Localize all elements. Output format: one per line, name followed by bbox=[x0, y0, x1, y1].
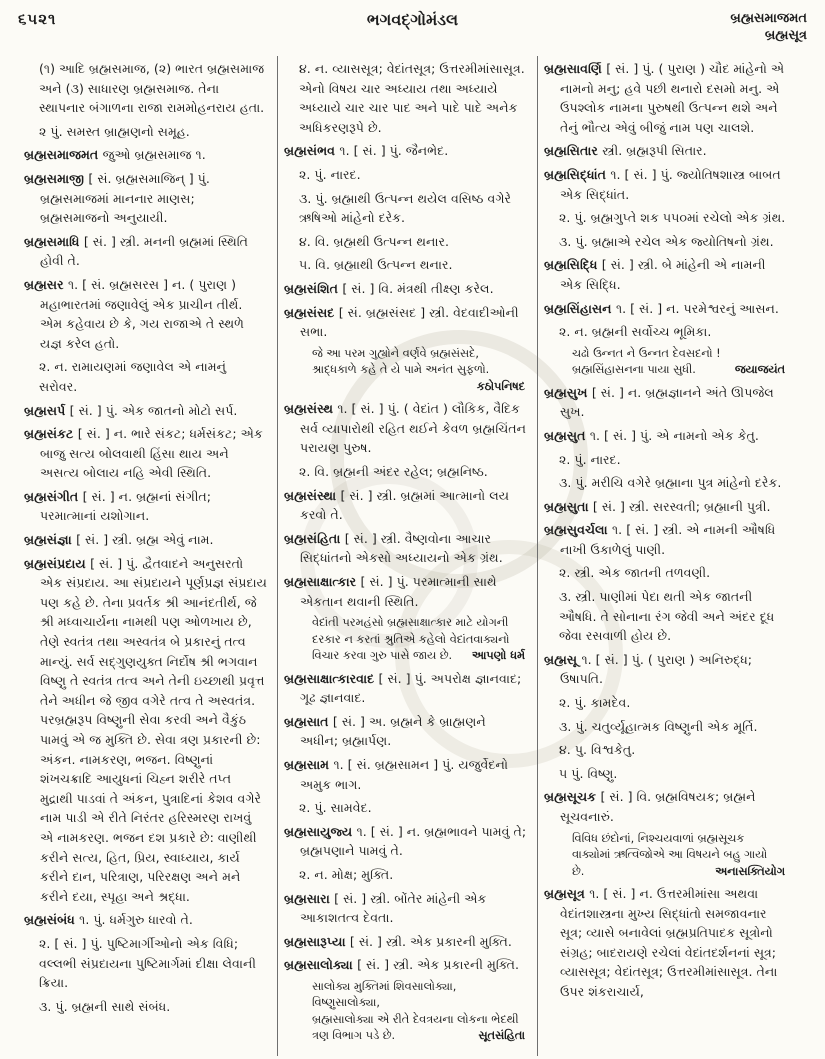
entry-headword: બ્રહ્મસિંહાસન bbox=[544, 300, 616, 316]
dictionary-entry bbox=[24, 530, 267, 550]
dictionary-entry bbox=[544, 59, 787, 137]
sense-item: ૨. પું. સામવેદ. bbox=[299, 800, 372, 816]
entry-body: ૧. [ સં. ] પું. જ્યોતિષશાસ્ત્ર બાબત એક સિદ્ધાંત. bbox=[560, 166, 781, 202]
sense-item: ૩. પું. ચતુર્વ્યૂહાત્મક વિષ્ણુની એક મૂર્તિ. bbox=[559, 718, 758, 734]
dictionary-entry bbox=[544, 255, 787, 294]
sense-item: ૪. પુ. વિશ્વકેતુ. bbox=[559, 742, 636, 758]
entry-headword: બ્રહ્મસાવર્ણિ bbox=[544, 61, 607, 76]
entry-body: [ સં. ] પું. દ્વૈતવાદને અનુસરતો એક સંપ્રદાય. આ સંપ્રદાયને પૂર્ણપ્રજ્ઞ સંપ્રદાય પણ કહે છે. તેના પ્રવર્તક શ્રી આનંદતીર્થ, જે શ્રી મધ્વાચાર્યના નામથી પણ ઓળખાય છે, તેણે સ્વતંત્ર તથા અસ્વતંત્ર બે પ્રકારનું તત્વ માન્યું. સર્વ સદ્ગુણયુક્ત નિર્દોષ શ્રી ભગવાન વિષ્ણુ તે સ્વતંત્ર તત્વ અને તેની ઇચ્છાથી પ્રવૃત્ત તેને અધીન જે જીવ વગેરે તત્વ તે અસ્વતંત્ર. પરબ્રહ્મરૂપ વિષ્ણુની સેવા કરવી અને વૈકુંઠ પામવું એ જ મુક્તિ છે. સેવા ત્રણ પ્રકારની છે: અંકન. નામકરણ, ભજન. વિષ્ણુનાં શંખચક્રાદિ આયુધનાં ચિહ્ન શરીરે તપ્ત મુદ્રાથી પાડવાં તે અંકન, પુત્રાદિનાં કેશવ વગેરે નામ પાડી એ રીતે નિરંતર હરિસ્મરણ રાખવું એ નામકરણ. ભજન દશ પ્રકારે છે: વાણીથી કરીને સત્ય, હિત, પ્રિય, સ્વાધ્યાય, કાર્ય કરીને દાન, પરિત્રાણ, પરિરક્ષણ અને મને કરીને દયા, સ્પૃહા અને શ્રદ્ધા. bbox=[40, 555, 267, 904]
dictionary-entry bbox=[284, 141, 527, 161]
entry-headword: બ્રહ્મસાક્ષાત્કાર bbox=[284, 573, 361, 589]
entry-headword: બ્રહ્મસંસ્થ bbox=[284, 401, 338, 417]
entry-body: [ સં. ] પું. પરમાત્માની સાથે એકતાન થવાની સ્થિતિ. bbox=[300, 573, 497, 609]
quote-line: વાક્યોમાં ઋત્વિજોએ આ વિષયને બહુ ગાયો bbox=[572, 848, 768, 862]
sense-item: ૩. પું. બ્રહ્મની સાથે સંબંધ. bbox=[39, 998, 171, 1014]
sense-item: ૨. [ સં. ] પું. પુષ્ટિમાર્ગીઓનો એક વિધિ; વલ્લભી સંપ્રદાયના પુષ્ટિમાર્ગમાં દીક્ષા લેવાની ક્રિયા. bbox=[39, 935, 256, 991]
entry-body: ૧. [ સં. ] પું. ( વેદાંત ) લૌકિક, વૈદિક સર્વ વ્યાપારોથી રહિત થઈને કેવળ બ્રહ્મચિંતન પરાયણ પુરુષ. bbox=[300, 401, 527, 456]
dictionary-entry bbox=[24, 554, 267, 907]
entry-body: [ સં. ] ન. બ્રહ્મનાં સંગીત; પરમાત્માનાં યશોગાન. bbox=[40, 488, 212, 524]
sense-item: ૩. પું. બ્રહ્માએ રચેલ એક જ્યોતિષનો ગ્રંથ. bbox=[559, 233, 774, 249]
sense-item: ૨ પું. સમસ્ત બ્રાહ્મણનો સમૂહ. bbox=[39, 123, 190, 139]
entry-body: ૧. [ સં. ] સ્ત્રી. એ નામની ઔષધિ નાખી ઉકાળેલું પાણી. bbox=[560, 522, 776, 557]
entry-body: [ સં. ] સ્ત્રી. વૈષ્ણવોના આચાર સિદ્ધાંતનો એકસો અધ્યાયનો એક ગ્રંથ. bbox=[300, 530, 503, 566]
sense-item: ૨. ન. મોક્ષ; મુક્તિ. bbox=[299, 867, 394, 882]
sense-item: ૪. વિ. બ્રહ્મથી ઉત્પન્ન થનાર. bbox=[299, 233, 449, 249]
entry-body: ૧. [ સં. બ્રહ્મસામન ] પું. યજુર્વેદનો અમુક ભાગ. bbox=[300, 757, 508, 792]
entry-headword: બ્રહ્મસૂ bbox=[544, 651, 582, 667]
entry-body: ૧. [ સં. ] પું. જૈનભેદ. bbox=[339, 143, 449, 159]
quote-attribution: જયાજયંત bbox=[734, 363, 785, 377]
entry-headword: બ્રહ્મસિદ્ધિ bbox=[544, 257, 602, 273]
entry-body: [ સં. ] સ્ત્રી. સરસ્વતી; બ્રહ્માની પુત્રી. bbox=[592, 498, 771, 514]
entry-body: ૧. [ સં. ] ન. પરમેશ્વરનું આસન. bbox=[615, 300, 779, 316]
quote-attribution: સૂતસંહિતા bbox=[478, 1029, 525, 1043]
sense-item: ૨. પું. કામદેવ. bbox=[559, 695, 631, 711]
quote-attribution: કઠોપનિષદ bbox=[476, 379, 525, 393]
entry-headword: બ્રહ્મસંભવ bbox=[284, 143, 340, 159]
entry-body: [ સં. ] સ્ત્રી. મનની બ્રહ્મમાં સ્થિતિ હોવી તે. bbox=[40, 233, 248, 269]
dictionary-entry bbox=[284, 669, 527, 708]
entry-body: [ સં. ] ન. ભારે સંકટ; ધર્મસંકટ; એક બાજુ સત્ય બોલવાથી હિંસા થાય અને અસત્ય બોલાય નહિ એવી સ્થિતિ. bbox=[40, 426, 263, 481]
column-2 bbox=[277, 56, 537, 1056]
citation-quote bbox=[572, 831, 785, 881]
dictionary-entry bbox=[284, 572, 527, 611]
entry-headword: બ્રહ્મસર bbox=[24, 276, 68, 292]
dictionary-entry bbox=[284, 303, 527, 342]
columns bbox=[18, 56, 807, 1056]
entry-headword: બ્રહ્મસંપ્રદાય bbox=[24, 555, 91, 571]
entry-body: [ સં. ] વિ. બ્રહ્મવિષયક; બ્રહ્મને સૂચવનારું. bbox=[560, 789, 756, 824]
quote-line: છે. અનાસક્તિયોગ bbox=[572, 864, 785, 881]
dictionary-entry bbox=[284, 529, 527, 568]
dictionary-entry bbox=[544, 787, 787, 826]
entry-body: [ સં. બ્રહ્મસમાજિન્ ] પું. બ્રહ્મસમાજમાં માનનાર માણસ; બ્રહ્મસમાજનો અનુયાયી. bbox=[40, 170, 210, 226]
entry-headword: બ્રહ્મસાક્ષાત્કારવાદ bbox=[284, 670, 379, 686]
entry-headword: બ્રહ્મસૂચક bbox=[544, 789, 601, 805]
entry-headword: બ્રહ્મસંશિત bbox=[284, 280, 343, 296]
sense-item: ૩. સ્ત્રી. પાણીમાં પેદા થતી એક જાતની ઔષધિ. તે સોનાના રંગ જેવી અને અંદર દૂધ જેવા રસવાળી હોય છે. bbox=[559, 589, 775, 644]
sense-item: ૨. ન. બ્રહ્મની સર્વોચ્ચ ભૂમિકા. bbox=[559, 324, 712, 340]
entry-headword: બ્રહ્મસારૂપ્યા bbox=[284, 933, 350, 949]
entry-headword: બ્રહ્મસંહિતા bbox=[284, 530, 345, 546]
quote-line: સાલોક્ય મુક્તિમાં શિવસાલોક્યા, વિષ્ણુસાલોક્યા, bbox=[312, 979, 457, 1010]
dictionary-entry bbox=[544, 165, 787, 204]
entry-headword: બ્રહ્મસંસદ bbox=[284, 304, 339, 320]
dictionary-entry bbox=[284, 712, 527, 751]
dictionary-entry bbox=[544, 497, 787, 517]
entry-headword: બ્રહ્મસાલોક્યા bbox=[284, 957, 358, 973]
entry-headword: બ્રહ્મસુત bbox=[544, 427, 590, 443]
dictionary-entry bbox=[24, 401, 267, 421]
page-header bbox=[18, 10, 807, 56]
entry-body: ૧. પું. ધર્મગુરુ ધારવો તે. bbox=[79, 912, 193, 928]
entry-headword: બ્રહ્મસમાધિ bbox=[24, 233, 84, 249]
citation-quote bbox=[312, 615, 525, 665]
dictionary-entry bbox=[544, 383, 787, 422]
entry-body: [ સં. ] સ્ત્રી. બ્રહ્મ એવું નામ. bbox=[76, 532, 214, 548]
guide-word-top: બ્રહ્મસમાજમત bbox=[730, 11, 807, 26]
dictionary-entry bbox=[544, 299, 787, 319]
dictionary-entry bbox=[544, 650, 787, 689]
dictionary-entry bbox=[544, 884, 787, 1002]
entry-headword: બ્રહ્મસાત bbox=[284, 713, 333, 729]
entry-body: [ સં. બ્રહ્મસંસદ ] સ્ત્રી. વેદવાદીઓની સભા. bbox=[300, 304, 519, 340]
entry-body: [ સં. ] પું. અપરોક્ષ જ્ઞાનવાદ; ગૂઢ જ્ઞાનવાદ. bbox=[300, 670, 522, 706]
quote-line: દરકાર ન કરતાં શ્રુતિએ કહેલો વેદાંતવાક્યનો bbox=[312, 632, 510, 646]
sense-item: ૨. ન. રામાયણમાં જણાવેલ એ નામનું સરોવર. bbox=[39, 359, 227, 394]
entry-headword: બ્રહ્મસુતા bbox=[544, 498, 593, 514]
citation-quote bbox=[312, 979, 525, 1045]
entry-headword: બ્રહ્મસુખ bbox=[544, 384, 592, 400]
dictionary-entry bbox=[544, 520, 787, 559]
sense-item: ૫. વિ. બ્રહ્માથી ઉત્પન્ન થનાર. bbox=[299, 257, 453, 273]
dictionary-entry bbox=[284, 822, 527, 861]
dictionary-entry bbox=[24, 910, 267, 930]
dictionary-entry bbox=[544, 426, 787, 446]
citation-quote bbox=[572, 346, 785, 379]
guide-word-bottom: બ્રહ્મસૂત્ર bbox=[764, 28, 807, 43]
dictionary-entry bbox=[24, 487, 267, 526]
entry-body: ૧. [ સં. ] પું. એ નામનો એક કેતુ. bbox=[589, 427, 759, 443]
dictionary-entry bbox=[284, 889, 527, 928]
citation-quote bbox=[312, 346, 525, 396]
sense-item: ૨. પું. બ્રહ્મગુપ્તે શક ૫૫૦માં રચેલો એક ગ્રંથ. bbox=[559, 210, 786, 226]
quote-line: બ્રહ્મસિંહાસનના પાયા સુધી. જયાજયંત bbox=[572, 362, 785, 379]
entry-headword: બ્રહ્મસુવર્ચલા bbox=[544, 522, 613, 538]
dictionary-entry bbox=[24, 145, 267, 165]
dictionary-entry bbox=[284, 399, 527, 458]
dictionary-entry bbox=[24, 169, 267, 228]
sense-item: ૩. પું. બ્રહ્માથી ઉત્પન્ન થયેલ વસિષ્ઠ વગેરે ઋષિઓ માંહેનો દરેક. bbox=[299, 190, 512, 226]
entry-headword: બ્રહ્મસિદ્ધાંત bbox=[544, 166, 611, 182]
book-title: ભગવદ્ગોમંડલ bbox=[366, 10, 459, 29]
sense-item: ૨. સ્ત્રી. એક જાતની તળવણી. bbox=[559, 565, 711, 581]
entry-headword: બ્રહ્મસમાજી bbox=[24, 170, 89, 186]
entry-body: [ સં. ] વિ. મંત્રથી તીક્ષ્ણ કરેલ. bbox=[342, 280, 494, 296]
dictionary-entry bbox=[24, 275, 267, 353]
sense-item: ૨. વિ. બ્રહ્મની અંદર રહેલ; બ્રહ્મનિષ્ઠ. bbox=[299, 464, 488, 479]
entry-body: [ સં. ] ન. બ્રહ્મજ્ઞાનને અંતે ઊપજેલ સુખ. bbox=[560, 384, 774, 420]
quote-line: ચઢો ઉન્નત ને ઉન્નત દેવસદનો ! bbox=[572, 346, 721, 360]
entry-headword: બ્રહ્મસંજ્ઞા bbox=[24, 532, 77, 548]
quote-attribution: આપણો ધર્મ bbox=[471, 649, 525, 663]
entry-headword: બ્રહ્મસામ bbox=[284, 757, 334, 773]
quote-line: બ્રહ્મસાલોક્યા એ રીતે દેવત્રયના લોકના ભેદથી bbox=[312, 1012, 519, 1026]
entry-headword: બ્રહ્મસંસ્થા bbox=[284, 487, 341, 503]
entry-headword: બ્રહ્મસંબંધ bbox=[24, 912, 80, 928]
dictionary-entry bbox=[284, 486, 527, 525]
quote-line: વિચાર કરવા ગુરુ પાસે જાય છે. આપણો ધર્મ bbox=[312, 648, 525, 665]
entry-body: [ સં. ] અ. બ્રહ્મને કે બ્રાહ્મણને અધીન; બ્રહ્માર્પણ. bbox=[300, 713, 486, 749]
dictionary-entry bbox=[24, 424, 267, 483]
entry-headword: બ્રહ્મસમાજમત bbox=[24, 147, 103, 163]
entry-headword: બ્રહ્મસિતાર bbox=[544, 143, 603, 159]
dictionary-entry bbox=[284, 279, 527, 299]
entry-body: [ સં. ] સ્ત્રી. એક પ્રકારની મુક્તિ. bbox=[349, 933, 512, 949]
entry-body: સ્ત્રી. બ્રહ્મરૂપી સિતાર. bbox=[602, 143, 707, 159]
dictionary-entry bbox=[284, 755, 527, 794]
sense-item: ૨. પું. નારદ. bbox=[299, 166, 361, 182]
continuation-paragraph: (૧) આદિ બ્રહ્મસમાજ, (૨) ભારત બ્રહ્મસમાજ અને (૩) સાધારણ બ્રહ્મસમાજ. તેના સ્થાપનાર બંગાળના રાજા રામમોહનરાય હતા. bbox=[39, 61, 265, 116]
entry-headword: બ્રહ્મસારા bbox=[284, 890, 335, 906]
entry-headword: બ્રહ્મસૂત્ર bbox=[544, 886, 590, 902]
entry-headword: બ્રહ્મસંગીત bbox=[24, 488, 83, 504]
entry-body: ૧. [ સં. ] ન. બ્રહ્મભાવને પામવું તે; બ્રહ્મપણાને પામવું તે. bbox=[300, 823, 527, 859]
dictionary-entry bbox=[284, 955, 527, 975]
entry-body: [ સં. ] સ્ત્રી. બે માંહેની એ નામની એક સિદ્ધિ. bbox=[560, 257, 766, 292]
entry-body: જુઓ બ્રહ્મસમાજ ૧. bbox=[102, 147, 206, 163]
entry-body: [ સં. ] સ્ત્રી. બોંતેર માંહેની એક આકાશતત્વ દેવતા. bbox=[300, 890, 487, 926]
dictionary-entry bbox=[284, 932, 527, 952]
entry-body: ૧. [ સં. ] પું. ( પુરાણ ) અનિરુદ્ધ; ઉષાપતિ. bbox=[560, 651, 753, 687]
quote-line: જે આ પરમ ગુહ્યોને વર્ણવે બ્રહ્મસંસદે, bbox=[312, 346, 479, 360]
entry-body: ૧. [ સં. બ્રહ્મસરસ ] ન. ( પુરાણ ) મહાભારતમાં જણાવેલું એક પ્રાચીન તીર્થ. એમ કહેવાય છે કે, ગય રાજાએ તે સ્થળે યજ્ઞ કરેલ હતો. bbox=[40, 276, 244, 351]
quote-attribution: અનાસક્તિયોગ bbox=[715, 864, 785, 878]
entry-body: [ સં. ] સ્ત્રી. એક પ્રકારની મુક્તિ. bbox=[357, 957, 519, 973]
page-number: ૬૫૨૧ bbox=[18, 10, 57, 28]
entry-body: [ સં. ] સ્ત્રી. બ્રહ્મમાં આત્માનો લય કરવો તે. bbox=[300, 487, 510, 523]
sense-item: ૪. ન. વ્યાસસૂત્ર; વેદાંતસૂત્ર; ઉત્તરમીમાંસાસૂત્ર. એનો વિષય ચાર અધ્યાય તથા અધ્યાયે અધ્યાયે ચાર ચાર પાદ અને પાદે પાદે અનેક અધિકરણરૂપે છે. bbox=[299, 61, 525, 135]
entry-body: [ સં. ] પું. ( પુરાણ ) ચૌદ માંહેનો એ નામનો મનુ; હવે પછી થનારો દસમો મનુ. એ ઉપશ્લોક નામના પુરુષથી ઉત્પન્ન થશે અને તેનું ભૌત્ય એવું બીજું નામ પણ ચાલશે. bbox=[560, 61, 785, 135]
entry-body: ૧. [ સં. ] ન. ઉત્તરમીમાંસા અથવા વેદાંતશાસ્ત્રના મુખ્ય સિદ્ધાંતો સમજાવનાર સૂત્ર; વ્યાસે બનાવેલાં બ્રહ્મપ્રતિપાદક સૂત્રોનો સંગ્રહ; બાદરાયણે રચેલાં વેદાંતદર્શનનાં સૂત્ર; વ્યાસસૂત્ર; વેદાંતસૂત્ર; ઉત્તરમીમાંસાસૂત્ર. તેના ઉપર શંકરાચાર્ય, bbox=[560, 886, 778, 1000]
guide-words bbox=[637, 10, 807, 44]
entry-body: [ સં. ] પું. એક જાતનો મોટો સર્પ. bbox=[69, 402, 238, 418]
entry-headword: બ્રહ્મસંકટ bbox=[24, 426, 78, 442]
sense-item: ૩. પું. મરીચિ વગેરે બ્રહ્માના પુત્ર માંહેનો દરેક. bbox=[559, 475, 782, 491]
quote-line: વેદાંતી પરમહંસો બ્રહ્મસાક્ષાત્કાર માટે યોગની bbox=[312, 616, 509, 630]
sense-item: ૨. પું. નારદ. bbox=[559, 451, 621, 467]
dictionary-entry bbox=[24, 232, 267, 271]
column-1 bbox=[18, 56, 277, 1056]
quote-line: શ્રાદ્ધકાળે કહે તે યે પામે અનંત સુફળો. bbox=[312, 363, 490, 377]
quote-line: ત્રણ વિભાગ પડે છે. સૂતસંહિતા bbox=[312, 1028, 525, 1045]
sense-item: ૫ પું. વિષ્ણુ. bbox=[559, 765, 618, 781]
entry-headword: બ્રહ્મસર્પ bbox=[24, 402, 70, 418]
dictionary-entry bbox=[544, 141, 787, 161]
quote-line: વિવિધ છંદોનાં, નિશ્ચયવાળાં બ્રહ્મસૂચક bbox=[572, 831, 745, 845]
entry-headword: બ્રહ્મસાયુજ્ય bbox=[284, 823, 357, 839]
column-3 bbox=[537, 56, 797, 1056]
